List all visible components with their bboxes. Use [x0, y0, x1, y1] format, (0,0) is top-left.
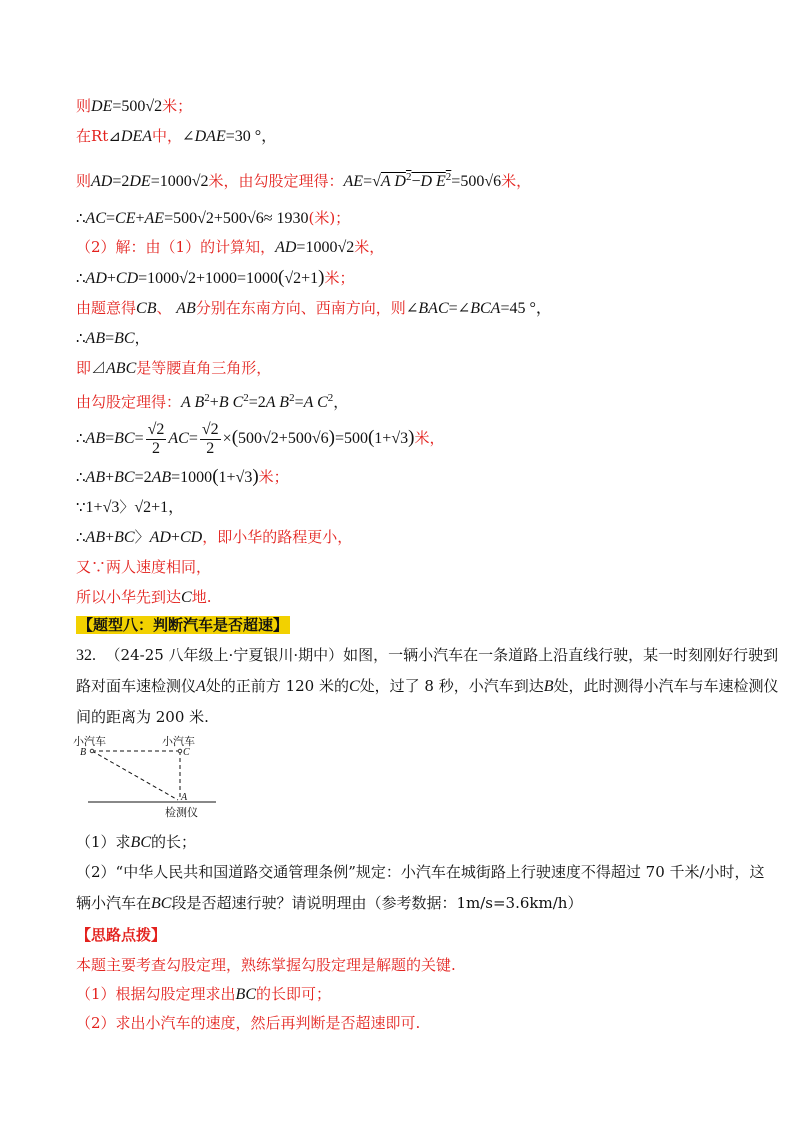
text: 处，过了 8 秒，小汽车到达 — [359, 677, 544, 695]
math-sqrt: √2 — [197, 210, 214, 227]
hint-line-1 — [76, 955, 456, 975]
label-c: C — [183, 747, 190, 758]
problem-line-1 — [76, 645, 778, 666]
text: 路对面车速检测仪 — [76, 677, 197, 695]
text: 处，此时测得小汽车与车速检测仪 — [553, 677, 779, 695]
math-num: =1000 — [171, 469, 213, 486]
text: 米； — [162, 97, 193, 115]
math-var: CD — [115, 270, 139, 287]
math-op: 〉 — [134, 528, 150, 546]
text: （2）“中华人民共和国道路交通管理条例”规定：小汽车在城街路上行驶速度不得超过 70 千米/小时，这 — [76, 863, 765, 881]
math-num: ≈ 1930 — [263, 210, 309, 227]
text: ，即小华的路程更小， — [202, 528, 353, 546]
math-op: + — [135, 210, 145, 227]
math-op: = — [134, 430, 144, 447]
text: 则 — [76, 172, 92, 190]
math-exp: 2 — [327, 392, 334, 404]
text: 米； — [324, 269, 355, 287]
math-sqrt: √ — [372, 173, 381, 190]
text: 即 — [76, 359, 92, 377]
solution-line-9 — [76, 358, 271, 379]
text: (米)； — [308, 209, 351, 227]
text: 段是否超速行驶？请说明理由（参考数据：1m/s=3.6km/h） — [171, 894, 583, 912]
math-var: AD — [275, 239, 297, 256]
text: 间的距离为 200 米. — [76, 708, 209, 726]
math-num: +1 — [301, 270, 319, 287]
math-var: CE — [115, 210, 136, 227]
math-num: =500 — [112, 98, 146, 115]
math-num: 1+ — [218, 469, 236, 486]
math-exp: 2 — [445, 171, 452, 183]
math-num: +500 — [213, 210, 247, 227]
text: 是等腰直角三角形， — [136, 359, 272, 377]
math-num: +500 — [278, 430, 312, 447]
solution-line-1 — [76, 96, 192, 117]
math-op: × — [222, 430, 232, 447]
math-op: + — [170, 529, 180, 546]
math-exp: 2 — [289, 392, 295, 404]
math-sqrt: √6 — [246, 210, 264, 227]
math-num: =30 °， — [225, 128, 278, 145]
math-var: BC — [114, 330, 135, 347]
triangle-symbol: ⊿ — [108, 127, 121, 145]
detector-label: 检测仪 — [165, 806, 198, 819]
math-exp: 2 — [243, 392, 249, 404]
text: 由题意得 — [76, 299, 137, 317]
point-c — [178, 749, 182, 753]
math-op: = — [105, 430, 115, 447]
math-sqrt: √2 — [191, 173, 209, 190]
math-op: − — [411, 173, 421, 190]
math-num: =500 — [334, 430, 368, 447]
car-left-label: 小汽车 — [73, 735, 106, 748]
math-var: BC — [151, 895, 172, 912]
math-var: A B — [265, 394, 290, 411]
math-var: AB — [151, 469, 172, 486]
math-var: AD — [149, 529, 171, 546]
text: 、 — [156, 299, 177, 317]
math-var: BC — [235, 986, 256, 1003]
text: 又∵两人速度相同， — [76, 558, 212, 576]
text: （1）求 — [76, 833, 131, 851]
text: 米， — [501, 172, 532, 190]
therefore-symbol: ∴ — [76, 528, 86, 546]
text: ， — [333, 393, 349, 411]
question-1 — [76, 832, 196, 853]
math-var: B C — [218, 394, 244, 411]
text: 的长即可； — [256, 985, 332, 1003]
hint-line-3 — [76, 1013, 420, 1033]
solution-line-16 — [76, 587, 211, 608]
math-num: 1+ — [374, 430, 392, 447]
solution-line-4 — [76, 208, 350, 229]
math-op: = — [294, 394, 304, 411]
text: （1）根据勾股定理求出 — [76, 985, 236, 1003]
text: 米， — [414, 429, 445, 447]
math-sqrt: √2 — [337, 239, 355, 256]
solution-line-3 — [76, 167, 531, 192]
angle-symbol: ∠ — [457, 299, 471, 317]
math-num: =45 °， — [500, 300, 552, 317]
paren: ( — [367, 427, 375, 448]
triangle-symbol: ⊿ — [91, 359, 107, 377]
math-op: + — [209, 394, 219, 411]
math-var: C — [348, 678, 360, 695]
text: 辆小汽车在 — [76, 894, 152, 912]
math-var: D E — [420, 173, 446, 190]
paren: ( — [231, 427, 239, 448]
math-var: AC — [85, 210, 106, 227]
math-num: +1000=1000 — [195, 270, 278, 287]
math-var: AD — [91, 173, 113, 190]
math-var: BC — [130, 834, 151, 851]
math-op: 〉 — [119, 498, 135, 516]
therefore-symbol: ∴ — [76, 468, 86, 486]
math-sqrt: √2 — [179, 270, 196, 287]
math-var: AB — [85, 330, 106, 347]
paren: ) — [328, 427, 335, 448]
fraction-numerator: √2 — [147, 420, 165, 438]
paren: ) — [408, 427, 415, 448]
text: 所以小华先到达 — [76, 588, 182, 606]
paren: ( — [278, 267, 285, 288]
section-heading-text: 【题型八：判断汽车是否超速】 — [78, 616, 289, 634]
problem-line-2 — [76, 676, 779, 697]
problem-number: 32. — [76, 647, 96, 664]
math-op: = — [448, 300, 458, 317]
math-var: BCA — [470, 300, 501, 317]
math-var: AB — [85, 469, 106, 486]
math-exp: 2 — [204, 392, 210, 404]
label-a: A — [181, 792, 188, 803]
text: 在Rt — [76, 127, 109, 145]
solution-line-7 — [76, 298, 552, 319]
fraction-denominator: 2 — [152, 439, 160, 457]
math-var: DE — [91, 98, 113, 115]
solution-line-5 — [76, 237, 384, 258]
math-var: B — [543, 678, 554, 695]
paren: ( — [212, 466, 219, 487]
math-sqrt: √3 — [391, 430, 409, 447]
text: 本题主要考查勾股定理，熟练掌握勾股定理是解题的关键. — [76, 956, 456, 974]
math-var: AB — [176, 300, 196, 317]
math-num: =1000 — [150, 173, 192, 190]
question-2-line-2 — [76, 893, 582, 914]
math-var: A C — [303, 394, 328, 411]
therefore-symbol: ∴ — [76, 269, 86, 287]
because-symbol: ∵ — [76, 498, 86, 516]
math-num: =500 — [164, 210, 198, 227]
math-num: =1000 — [296, 239, 338, 256]
math-var: BC — [114, 469, 135, 486]
math-num: +1， — [151, 499, 185, 516]
solution-line-2 — [76, 126, 277, 147]
fraction — [146, 421, 167, 458]
fraction — [200, 421, 221, 458]
math-op: + — [105, 529, 115, 546]
math-sqrt: √2 — [262, 430, 279, 447]
angle-symbol: ∠ — [405, 299, 419, 317]
math-sqrt: √6 — [484, 173, 502, 190]
math-var: AB — [85, 430, 106, 447]
text: ， — [134, 329, 150, 347]
math-var: AE — [343, 173, 364, 190]
hint-heading-text: 【思路点拨】 — [76, 926, 167, 944]
math-sqrt: √2 — [134, 499, 152, 516]
car-right-label: 小汽车 — [162, 735, 195, 748]
question-2-line-1 — [76, 862, 765, 882]
hint-line-2 — [76, 984, 331, 1005]
math-num: 500 — [238, 430, 263, 447]
math-op: = — [106, 210, 116, 227]
math-var: ABC — [106, 360, 137, 377]
math-var: DAE — [194, 128, 226, 145]
solution-line-6 — [76, 268, 354, 289]
math-op: = — [105, 330, 115, 347]
angle-symbol: ∠ — [182, 127, 195, 145]
math-var: BC — [114, 529, 135, 546]
math-var: CB — [136, 300, 157, 317]
math-var: CD — [179, 529, 203, 546]
math-var: AC — [168, 430, 189, 447]
math-var: AB — [85, 529, 106, 546]
text: 中， — [152, 127, 183, 145]
solution-line-12 — [76, 467, 289, 488]
math-var: BAC — [418, 300, 449, 317]
math-sqrt: √3 — [102, 499, 120, 516]
math-var: C — [181, 589, 192, 606]
solution-line-13 — [76, 497, 184, 518]
solution-line-11 — [76, 420, 444, 458]
segment-ab — [92, 751, 178, 800]
text: 分别在东南方向、西南方向，则 — [195, 299, 406, 317]
math-num: =2 — [112, 173, 130, 190]
hint-heading — [76, 925, 166, 945]
math-var: A — [196, 678, 206, 695]
text: 由勾股定理得： — [76, 393, 182, 411]
text: （24-25 八年级上·宁夏银川·期中）如图，一辆小汽车在一条道路上沿直线行驶，某一时刻刚好行驶到 — [105, 646, 779, 664]
text: 的长； — [151, 833, 197, 851]
solution-line-14 — [76, 527, 352, 548]
math-var: A D — [380, 173, 406, 190]
math-var: BC — [114, 430, 135, 447]
math-sqrt: √3 — [235, 469, 253, 486]
therefore-symbol: ∴ — [76, 429, 86, 447]
solution-line-15 — [76, 557, 211, 577]
text: 米， — [354, 238, 385, 256]
math-op: + — [106, 270, 116, 287]
paren: ) — [252, 466, 259, 487]
text: 处的正前方 120 米的 — [205, 677, 349, 695]
geometry-diagram — [70, 730, 230, 820]
solution-line-8 — [76, 328, 150, 349]
section-heading — [76, 615, 290, 635]
paren: ) — [318, 267, 325, 288]
math-num: =1000 — [138, 270, 180, 287]
text: （2）解：由（1）的计算知， — [76, 238, 276, 256]
text: 米； — [258, 468, 289, 486]
math-sqrt: √2 — [145, 98, 163, 115]
math-sqrt: √2 — [284, 270, 302, 287]
text: 米，由勾股定理得： — [208, 172, 344, 190]
math-num: 1+ — [85, 499, 103, 516]
fraction-numerator: √2 — [201, 420, 219, 438]
math-var: DEA — [120, 128, 153, 145]
point-b — [90, 749, 94, 753]
math-num: =2 — [248, 394, 266, 411]
math-op: + — [105, 469, 115, 486]
solution-line-10 — [76, 388, 348, 413]
text: 地. — [191, 588, 212, 606]
math-var: DE — [129, 173, 151, 190]
math-exp: 2 — [405, 171, 412, 183]
math-op: = — [188, 430, 198, 447]
math-sqrt: √6 — [311, 430, 329, 447]
fraction-denominator: 2 — [206, 439, 215, 457]
math-var: AD — [85, 270, 107, 287]
text: （2）求出小汽车的速度，然后再判断是否超速即可. — [76, 1014, 421, 1032]
therefore-symbol: ∴ — [76, 329, 86, 347]
text: 则 — [76, 97, 92, 115]
math-var: A B — [181, 394, 205, 411]
label-b: B — [80, 747, 87, 758]
therefore-symbol: ∴ — [76, 209, 86, 227]
math-var: AE — [144, 210, 165, 227]
math-num: = — [363, 173, 373, 190]
math-num: =500 — [451, 173, 485, 190]
math-num: =2 — [134, 469, 152, 486]
problem-line-3 — [76, 707, 209, 727]
